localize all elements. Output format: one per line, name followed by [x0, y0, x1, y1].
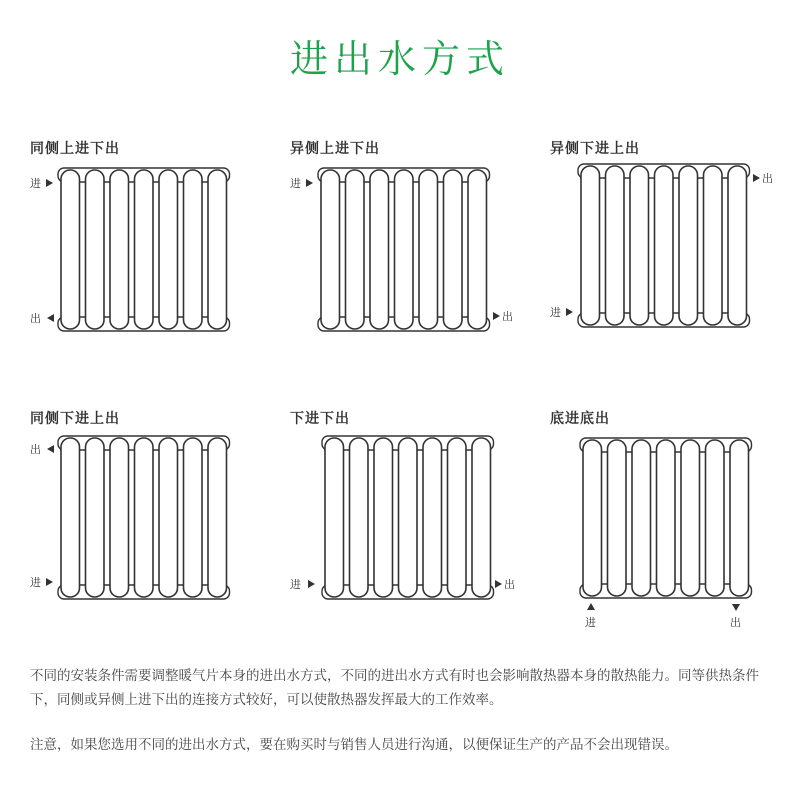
radiator-column — [468, 170, 487, 329]
radiator-column — [608, 440, 627, 596]
flow-arrow-icon — [308, 580, 315, 588]
radiator-column — [370, 170, 389, 329]
flow-arrow-icon — [753, 174, 760, 182]
radiator-column — [728, 166, 747, 325]
radiator-column — [419, 170, 438, 329]
radiator-column — [472, 438, 491, 597]
radiator-diagram — [290, 138, 535, 378]
inlet-label: 进 — [30, 576, 41, 589]
radiator-column — [399, 438, 418, 597]
radiator-column — [581, 166, 600, 325]
radiator-column — [606, 166, 625, 325]
panel-opposite-side-bottom-in-top-out — [550, 138, 795, 378]
radiator-column — [583, 440, 602, 596]
radiator-diagram — [290, 408, 535, 648]
flow-arrow-icon — [495, 580, 502, 588]
radiator-column — [159, 170, 178, 329]
radiator-column — [135, 438, 154, 597]
radiator-column — [730, 440, 749, 596]
flow-arrow-icon — [47, 314, 54, 322]
radiator-column — [61, 170, 80, 329]
radiator-column — [704, 166, 723, 325]
panel-underside-in-underside-out — [550, 408, 795, 648]
outlet-label: 出 — [30, 312, 41, 325]
flow-arrow-icon — [493, 312, 500, 320]
radiator-column — [208, 170, 227, 329]
panel-title: 异侧上进下出 — [290, 141, 380, 157]
flow-arrow-icon — [587, 603, 595, 610]
radiator-column — [110, 170, 129, 329]
flow-arrow-icon — [306, 179, 313, 187]
panel-title: 同侧上进下出 — [30, 141, 120, 157]
inlet-label: 进 — [550, 306, 561, 319]
radiator-column — [208, 438, 227, 597]
radiator-column — [630, 166, 649, 325]
flow-arrow-icon — [566, 308, 573, 316]
radiator-body — [580, 438, 752, 598]
radiator-column — [395, 170, 414, 329]
panel-title: 底进底出 — [550, 411, 610, 427]
radiator-column — [655, 166, 674, 325]
radiator-body — [58, 168, 230, 331]
flow-arrow-icon — [46, 578, 53, 586]
radiator-column — [61, 438, 80, 597]
radiator-diagram — [550, 138, 795, 378]
flow-arrow-icon — [47, 445, 54, 453]
panel-opposite-side-top-in-bottom-out — [290, 138, 535, 378]
radiator-column — [159, 438, 178, 597]
radiator-column — [184, 170, 203, 329]
radiator-column — [681, 440, 700, 596]
radiator-column — [374, 438, 393, 597]
inlet-label: 进 — [585, 616, 596, 629]
radiator-diagram — [30, 138, 275, 378]
radiator-column — [657, 440, 676, 596]
radiator-column — [679, 166, 698, 325]
radiator-column — [632, 440, 651, 596]
inlet-label: 进 — [30, 177, 41, 190]
inlet-label: 进 — [290, 578, 301, 591]
panel-same-side-top-in-bottom-out — [30, 138, 275, 378]
radiator-column — [350, 438, 369, 597]
outlet-label: 出 — [30, 443, 41, 456]
radiator-body — [58, 436, 230, 599]
flow-arrow-icon — [732, 604, 740, 611]
radiator-column — [86, 438, 105, 597]
flow-arrow-icon — [46, 179, 53, 187]
panel-title: 异侧下进上出 — [550, 141, 640, 157]
radiator-diagram — [30, 408, 275, 648]
radiator-column — [444, 170, 463, 329]
radiator-body — [322, 436, 494, 599]
page-title: 进出水方式 — [289, 37, 510, 81]
radiator-column — [423, 438, 442, 597]
outlet-label: 出 — [504, 578, 515, 591]
panel-title: 同侧下进上出 — [30, 411, 120, 427]
note-paragraph: 注意，如果您选用不同的进出水方式，要在购买时与销售人员进行沟通，以便保证生产的产品不会出现错误。 — [30, 737, 678, 753]
radiator-body — [578, 164, 750, 327]
radiator-column — [184, 438, 203, 597]
panel-bottom-in-bottom-out — [290, 408, 535, 648]
outlet-label: 出 — [762, 172, 773, 185]
radiator-column — [86, 170, 105, 329]
radiator-column — [448, 438, 467, 597]
radiator-body — [318, 168, 490, 331]
panel-title: 下进下出 — [290, 411, 350, 427]
radiator-column — [325, 438, 344, 597]
radiator-column — [110, 438, 129, 597]
radiator-diagram — [550, 408, 795, 648]
inlet-label: 进 — [290, 177, 301, 190]
radiator-column — [706, 440, 725, 596]
radiator-column — [135, 170, 154, 329]
outlet-label: 出 — [730, 616, 741, 629]
description-paragraph: 不同的安装条件需要调整暖气片本身的进出水方式，不同的进出水方式有时也会影响散热器本身的散热能力。同等供热条件下，同侧或异侧上进下出的连接方式较好，可以使散热器发挥最大的工作效率。 — [30, 668, 759, 708]
radiator-column — [321, 170, 340, 329]
outlet-label: 出 — [502, 310, 513, 323]
radiator-column — [346, 170, 365, 329]
panel-same-side-bottom-in-top-out — [30, 408, 275, 648]
